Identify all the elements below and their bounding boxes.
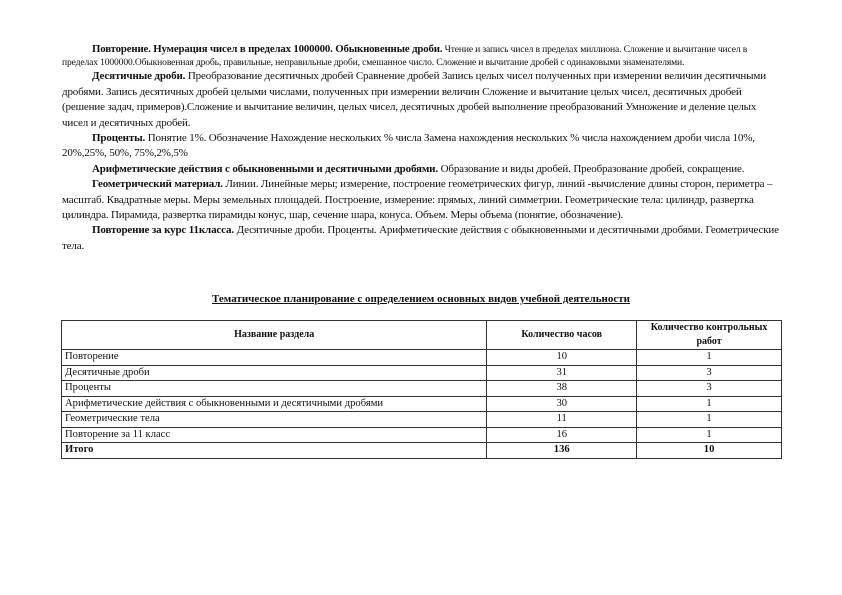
paragraph-text: Преобразование десятичных дробей Сравнение дробей Запись целых чисел полученных при измерении величин десятичными дробями. Запись десятичных дробей целыми числами, полученных при измерении величин Сложение и вычитание целых чисел, десятичных дробей (решение задач, примеров).Сложение и вычитание величин, целых чисел, десятичных дробей выполнение преобразований Умножение и деление целых чисел и десятичных дробей.	[62, 70, 766, 129]
table-title: Тематическое планирование с определением основных видов учебной деятельности	[212, 293, 630, 305]
paragraph-text: Понятие 1%. Обозначение Нахождение нескольких % числа Замена нахождения нескольких % числа нахождением дроби числа 10%, 20%,25%, 50%, 75%,2%,5%	[62, 132, 755, 160]
paragraph-heading: Арифметические действия с обыкновенными и десятичными дробями.	[92, 162, 438, 175]
paragraph-repetition	[62, 43, 784, 69]
cell-section: Проценты	[62, 381, 487, 397]
paragraph-percents	[62, 131, 784, 162]
paragraph-decimals	[62, 69, 784, 131]
paragraph-heading: Проценты.	[92, 132, 146, 145]
cell-section: Повторение	[62, 350, 487, 366]
cell-tests: 3	[637, 365, 782, 381]
paragraph-geometry	[62, 177, 784, 223]
paragraph-text: Чтение и запись чисел в пределах миллиона. Сложение и вычитание чисел в пределах 1000000.Обыкновенная дробь, правильные, неправильные дроби, смешанное число. Сложение и вычитание дробей с одинаковыми знаменателями.	[62, 44, 748, 69]
cell-tests: 3	[637, 381, 782, 397]
cell-section: Повторение за 11 класс	[62, 427, 487, 443]
header-section-name: Название раздела	[62, 321, 487, 350]
paragraph-heading: Повторение. Нумерация чисел в пределах 1000000. Обыкновенные дроби.	[92, 43, 443, 55]
header-tests: Количество контрольных работ	[637, 321, 782, 350]
table-row	[62, 381, 782, 397]
paragraph-heading: Десятичные дроби.	[92, 70, 186, 83]
table-row	[62, 350, 782, 366]
paragraph-heading: Повторение за курс 11класса.	[92, 224, 234, 237]
table-row	[62, 365, 782, 381]
cell-tests: 1	[637, 350, 782, 366]
cell-section: Арифметические действия с обыкновенными и десятичными дробями	[62, 396, 487, 412]
paragraph-heading: Геометрический материал.	[92, 178, 223, 191]
cell-section: Десятичные дроби	[62, 365, 487, 381]
cell-hours: 16	[487, 427, 637, 443]
table-row	[62, 412, 782, 428]
cell-hours: 10	[487, 350, 637, 366]
paragraph-review	[62, 223, 784, 254]
table-row	[62, 427, 782, 443]
document-body	[62, 43, 784, 254]
table-header-row	[62, 321, 782, 350]
cell-section: Геометрические тела	[62, 412, 487, 428]
cell-tests: 1	[637, 427, 782, 443]
table-row	[62, 396, 782, 412]
table-total-row	[62, 443, 782, 459]
header-hours: Количество часов	[487, 321, 637, 350]
cell-tests: 1	[637, 412, 782, 428]
cell-hours: 38	[487, 381, 637, 397]
cell-hours: 31	[487, 365, 637, 381]
paragraph-text: Образование и виды дробей. Преобразование дробей, сокращение.	[437, 162, 745, 175]
planning-table	[61, 320, 782, 459]
cell-tests: 1	[637, 396, 782, 412]
paragraph-text: Линии. Линейные меры; измерение, построение геометрических фигур, линий -вычисление длины сторон, периметра –масштаб. Квадратные меры. Меры земельных площадей. Построение, измерение: прямых, линий симметрии. Геометрические тела: цилиндр, развертка цилиндра. Пирамида, развертка пирамиды конус, шар, сечение шара, конуса. Объем. Меры объема (понятие, обозначение).	[62, 178, 773, 222]
cell-hours: 30	[487, 396, 637, 412]
cell-hours: 11	[487, 412, 637, 428]
paragraph-text: Десятичные дроби. Проценты. Арифметические действия с обыкновенными и десятичными дробями. Геометрические тела.	[62, 224, 779, 252]
paragraph-arithmetic	[62, 162, 784, 177]
total-label: Итого	[62, 443, 487, 459]
total-hours: 136	[487, 443, 637, 459]
total-tests: 10	[637, 443, 782, 459]
